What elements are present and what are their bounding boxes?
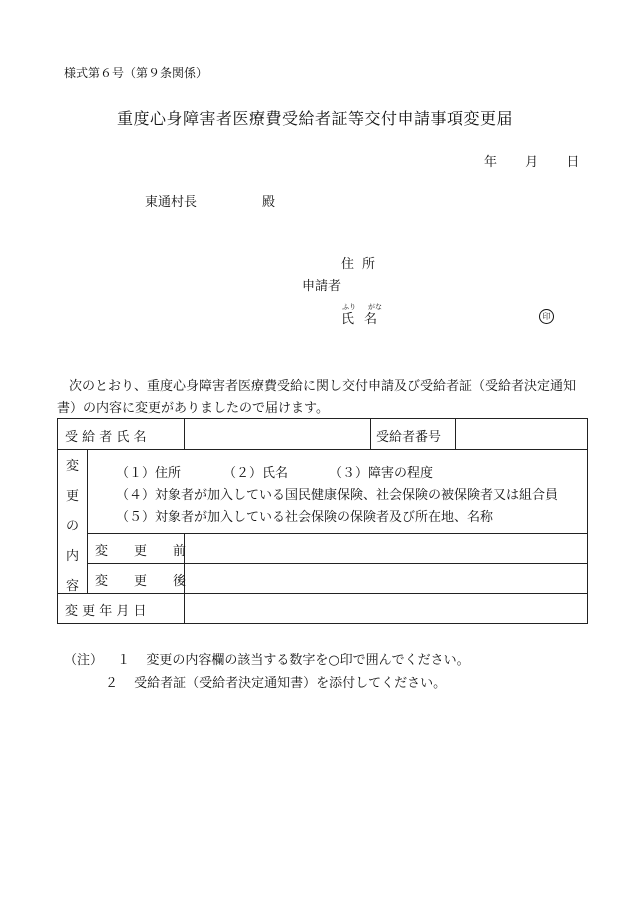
document-title: 重度心身障害者医療費受給者証等交付申請事項変更届 (116, 109, 513, 128)
before-change-field[interactable] (185, 534, 586, 562)
name-label: 氏名 (341, 312, 388, 327)
change-date-field[interactable] (185, 594, 586, 622)
after-change-label: 変 更 後 (95, 574, 187, 589)
notes (64, 649, 470, 695)
change-content-char: 内 (66, 549, 80, 564)
note-prefix: （注） (64, 653, 104, 668)
date-line (484, 151, 579, 170)
recipient-number-label: 受給者番号 (376, 430, 442, 445)
change-content-char: 容 (66, 579, 80, 594)
note-number: ２ (105, 676, 119, 691)
applicant-label: 申請者 (302, 279, 342, 294)
option-disability-level[interactable]: （３）障害の程度 (329, 466, 434, 481)
change-content-char: 変 (66, 459, 80, 474)
date-day-label: 日 (566, 155, 580, 170)
note-text: 変更の内容欄の該当する数字を○印で囲んでください。 (146, 653, 470, 668)
option-name[interactable]: （２）氏名 (223, 466, 289, 481)
col-divider (370, 419, 371, 449)
col-divider (87, 449, 88, 593)
note-number: １ (117, 653, 131, 668)
after-change-field[interactable] (185, 564, 586, 592)
intro-paragraph: 次のとおり、重度心身障害者医療費受給に関し交付申請及び受給者証（受給者決定通知書）の内容に変更がありましたので届けます。 (57, 379, 577, 416)
furigana-label-2: がな (368, 303, 382, 311)
addressee-name: 東通村長 (145, 195, 198, 210)
before-change-label: 変 更 前 (95, 544, 187, 559)
change-date-label: 変 更 年 月 日 (65, 604, 147, 619)
recipient-name-field[interactable] (185, 420, 369, 448)
form-number: 様式第６号（第９条関係） (64, 66, 209, 80)
option-national-insurance[interactable]: （４）対象者が加入している国民健康保険、社会保険の被保険者又は組合員 (116, 488, 559, 503)
option-social-insurance[interactable]: （５）対象者が加入している社会保険の保険者及び所在地、名称 (116, 510, 494, 525)
addressee-honorific: 殿 (262, 195, 276, 210)
address-label: 住所 (341, 257, 384, 272)
note-text: 受給者証（受給者決定通知書）を添付してください。 (134, 676, 447, 691)
change-content-char: の (66, 519, 80, 534)
recipient-name-label: 受 給 者 氏 名 (65, 430, 147, 445)
row-divider (58, 449, 587, 450)
date-year-label: 年 (484, 155, 498, 170)
change-form-table (57, 418, 588, 624)
date-month-label: 月 (525, 155, 539, 170)
furigana-label-1: ふり (342, 303, 356, 311)
option-address[interactable]: （１）住所 (116, 466, 182, 481)
recipient-number-field[interactable] (456, 420, 586, 448)
note-item-2 (64, 672, 470, 695)
note-item-1 (64, 649, 470, 672)
seal-icon: 印 (539, 309, 554, 324)
change-content-char: 更 (66, 489, 80, 504)
